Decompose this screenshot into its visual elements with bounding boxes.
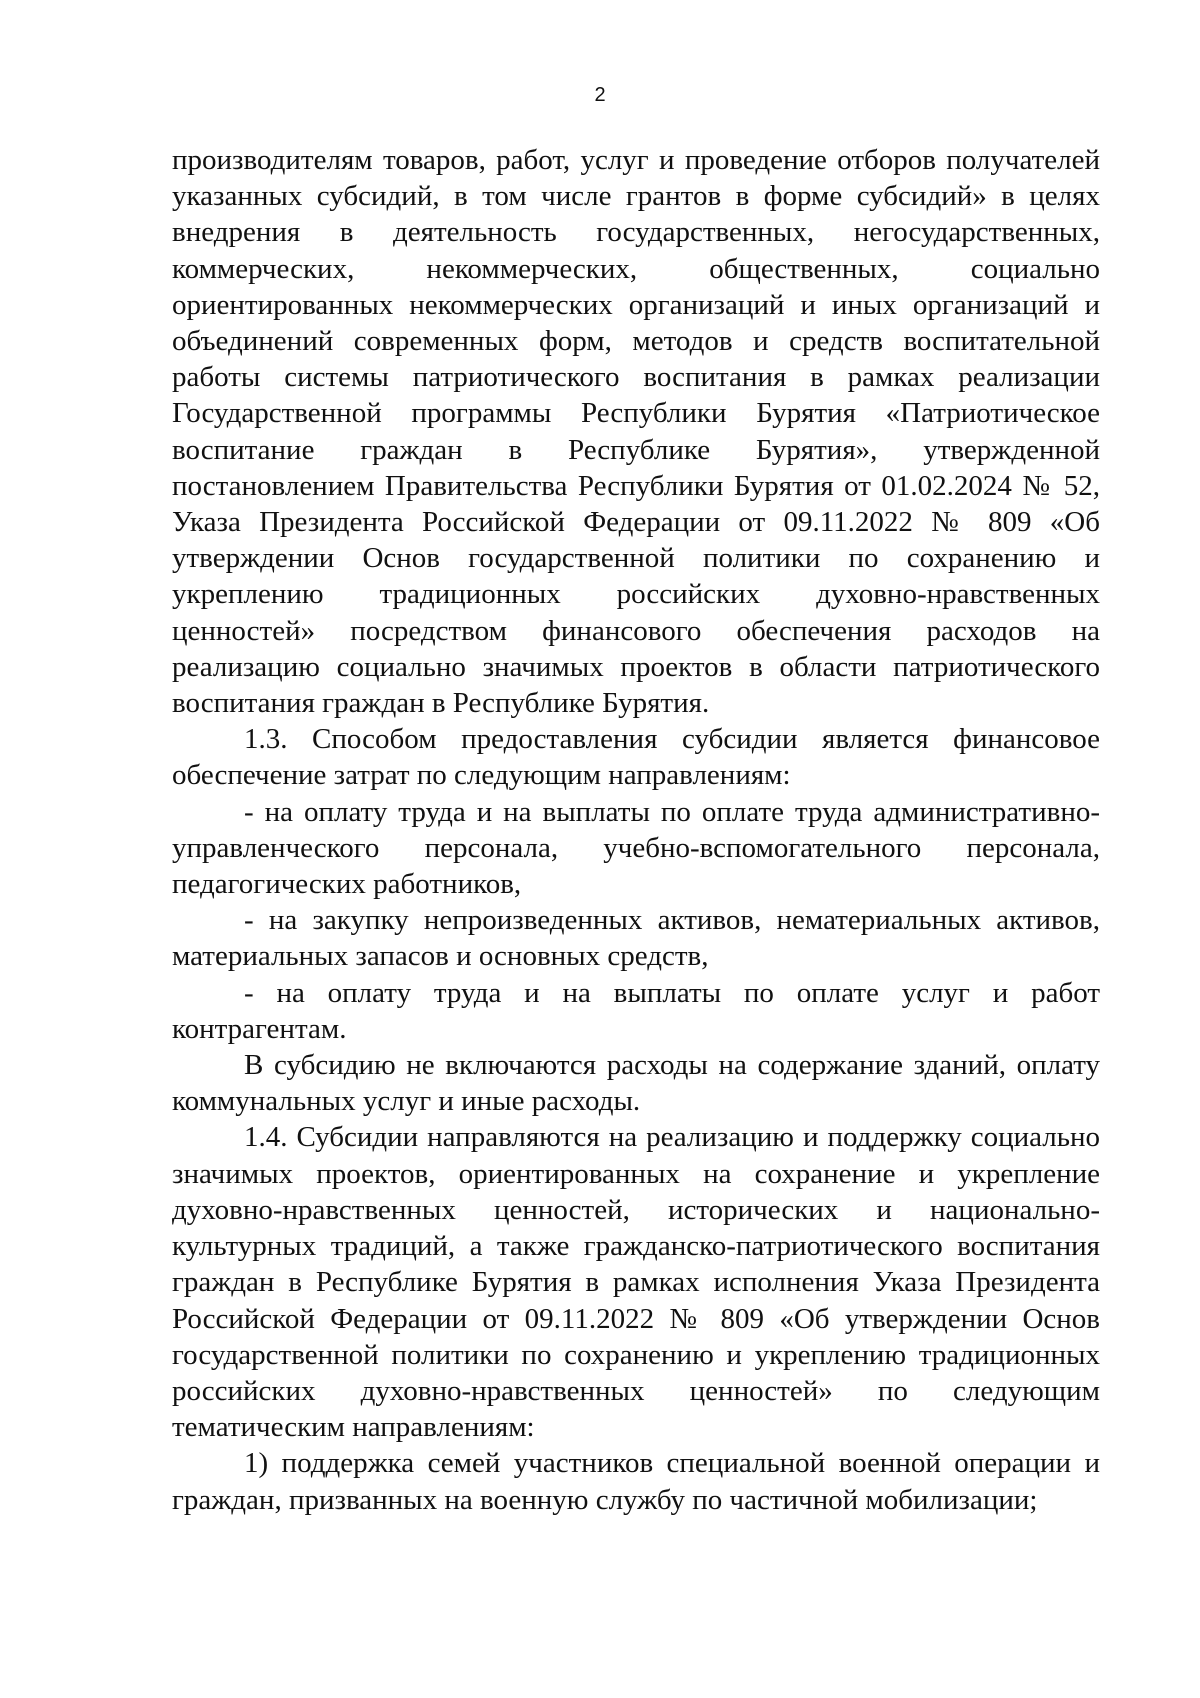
paragraph-exclusions: В субсидию не включаются расходы на содержание зданий, оплату коммунальных услуг и иные расходы. bbox=[172, 1049, 1100, 1118]
list-item-1: 1) поддержка семей участников специальной военной операции и граждан, призванных на военную службу по частичной мобилизации; bbox=[172, 1447, 1100, 1516]
document-body bbox=[172, 142, 1100, 1518]
list-item-labor-payment: - на оплату труда и на выплаты по оплате труда административно-управленческого персонала, учебно-вспомогательного персонала, педагогических работников, bbox=[172, 795, 1100, 901]
paragraph-1-4: 1.4. Субсидии направляются на реализацию и поддержку социально значимых проектов, ориентированных на сохранение и укрепление духовно-нравственных ценностей, исторических и национально-культурных традиций, а также гражданско-патриотического воспитания граждан в Республике Бурятия в рамках исполнения Указа Президента Российской Федерации от 09.11.2022 № 809 «Об утверждении Основ государственной политики по сохранению и укреплению традиционных российских духовно-нравственных ценностей» по следующим тематическим направлениям: bbox=[172, 1121, 1100, 1444]
list-item-contractor-payment: - на оплату труда и на выплаты по оплате услуг и работ контрагентам. bbox=[172, 976, 1100, 1045]
list-item-asset-purchase: - на закупку непроизведенных активов, нематериальных активов, материальных запасов и основных средств, bbox=[172, 904, 1100, 973]
page-number: 2 bbox=[594, 84, 606, 106]
paragraph-1-3: 1.3. Способом предоставления субсидии является финансовое обеспечение затрат по следующим направлениям: bbox=[172, 723, 1100, 792]
paragraph-continuation: производителям товаров, работ, услуг и проведение отборов получателей указанных субсидий, в том числе грантов в форме субсидий» в целях внедрения в деятельность государственных, негосударственных, коммерческих, некоммерческих, общественных, социально ориентированных некоммерческих организаций и иных организаций и объединений современных форм, методов и средств воспитательной работы системы патриотического воспитания в рамках реализации Государственной программы Республики Бурятия «Патриотическое воспитание граждан в Республике Бурятия», утвержденной постановлением Правительства Республики Бурятия от 01.02.2024 № 52, Указа Президента Российской Федерации от 09.11.2022 № 809 «Об утверждении Основ государственной политики по сохранению и укреплению традиционных российских духовно-нравственных ценностей» посредством финансового обеспечения расходов на реализацию социально значимых проектов в области патриотического воспитания граждан в Республике Бурятия. bbox=[172, 144, 1100, 720]
